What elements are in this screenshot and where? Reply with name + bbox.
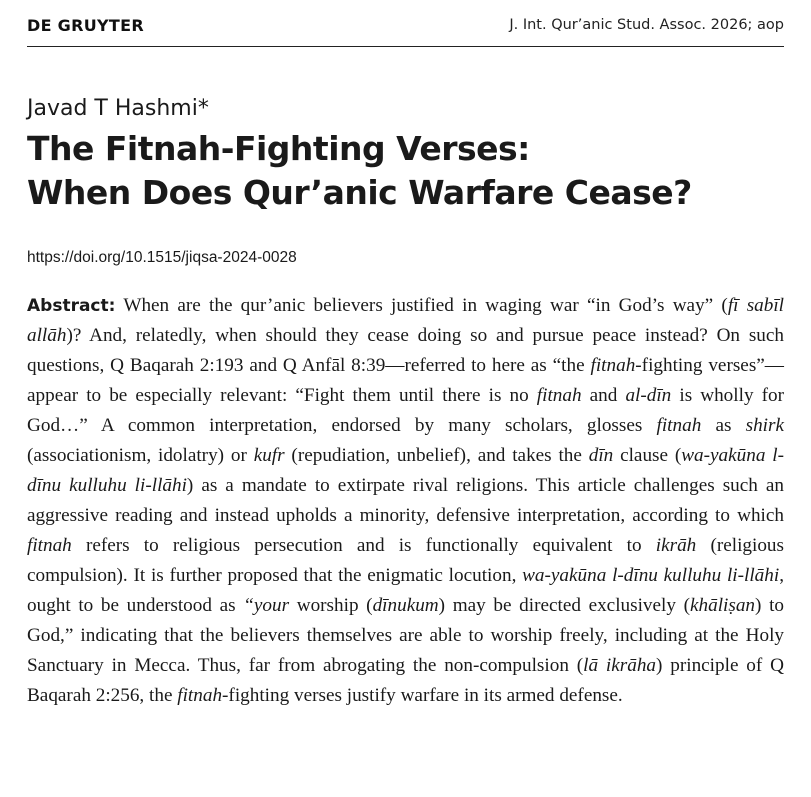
article-title [27, 127, 787, 215]
abstract-text: , ought to be understood as [27, 565, 784, 616]
abstract-label: Abstract: [27, 296, 116, 316]
abstract-italic-term: fitnah [27, 535, 72, 556]
abstract-italic-term: ikrāh [655, 535, 697, 556]
abstract-italic-term: al-dīn [625, 385, 672, 406]
header-rule [27, 46, 784, 47]
abstract-text: ) may be directed exclusively ( [438, 595, 690, 616]
running-header [27, 16, 784, 36]
abstract-italic-term: lā ikrāha [583, 655, 657, 676]
abstract-italic-term: fitnah [536, 385, 582, 406]
abstract-text: When are the qur’anic believers justified in waging war “in God’s way” ( [123, 295, 728, 316]
doi-link[interactable]: https://doi.org/10.1515/jiqsa-2024-0028 [27, 249, 297, 266]
title-line-1: The Fitnah-Fighting Verses: [27, 129, 530, 168]
abstract-text: ) principle of Q Baqarah 2:256, the [27, 655, 784, 706]
abstract-text: ) to God,” indicating that the believers themselves are able to worship freely, including at the Holy Sanctuary in Mecca. Thus, far from abrogating the non-compulsion ( [27, 595, 784, 676]
abstract-text: worship ( [289, 595, 373, 616]
abstract-text: (associationism, idolatry) or [27, 445, 254, 466]
abstract-text: clause ( [613, 445, 682, 466]
abstract-italic-term: fitnah [590, 355, 636, 376]
abstract-italic-term: fitnah [177, 685, 223, 706]
abstract-italic-term: kufr [253, 445, 285, 466]
journal-reference: J. Int. Qur’anic Stud. Assoc. 2026; aop [509, 17, 784, 33]
abstract-paragraph [27, 291, 784, 711]
abstract-italic-term: wa-yakūna l-dīnu kulluhu li-llāhi [522, 565, 780, 586]
abstract-text: -fighting verses”—appear to be especially relevant: “Fight them until there is no [27, 355, 784, 406]
abstract-text: as [701, 415, 746, 436]
abstract-text: )? And, relatedly, when should they cease doing so and pursue peace instead? On such questions, Q Baqarah 2:193 and Q Anfāl 8:39—referred to here as “the [27, 325, 784, 376]
abstract-text: refers to religious persecution and is functionally equivalent to [71, 535, 656, 556]
abstract-text: (religious compulsion). It is further proposed that the enigmatic locution, [27, 535, 784, 586]
abstract-italic-term: fitnah [656, 415, 702, 436]
abstract-text: (repudiation, unbelief), and takes the [284, 445, 589, 466]
abstract-text: -fighting verses justify warfare in its armed defense. [222, 685, 623, 706]
abstract-italic-term: dīnukum [372, 595, 439, 616]
title-line-2: When Does Qur’anic Warfare Cease? [27, 173, 692, 212]
author-name: Javad T Hashmi* [27, 96, 209, 121]
abstract-italic-term: khāliṣan [690, 595, 756, 616]
publisher-name: DE GRUYTER [27, 16, 144, 35]
abstract-italic-term: shirk [745, 415, 784, 436]
abstract-italic-term: fī sabīl allāh [27, 295, 785, 346]
abstract-italic-term: wa-yakūna l-dīnu kulluhu li-llāhi [27, 445, 784, 496]
abstract-italic-term: “your [243, 595, 290, 616]
abstract-italic-term: dīn [588, 445, 614, 466]
abstract-text: is wholly for God…” A common interpretation, endorsed by many scholars, glosses [27, 385, 784, 436]
abstract-text: ) as a mandate to extirpate rival religions. This article challenges such an aggressive reading and instead upholds a minority, defensive interpretation, according to which [27, 475, 784, 526]
abstract-text: and [581, 385, 626, 406]
